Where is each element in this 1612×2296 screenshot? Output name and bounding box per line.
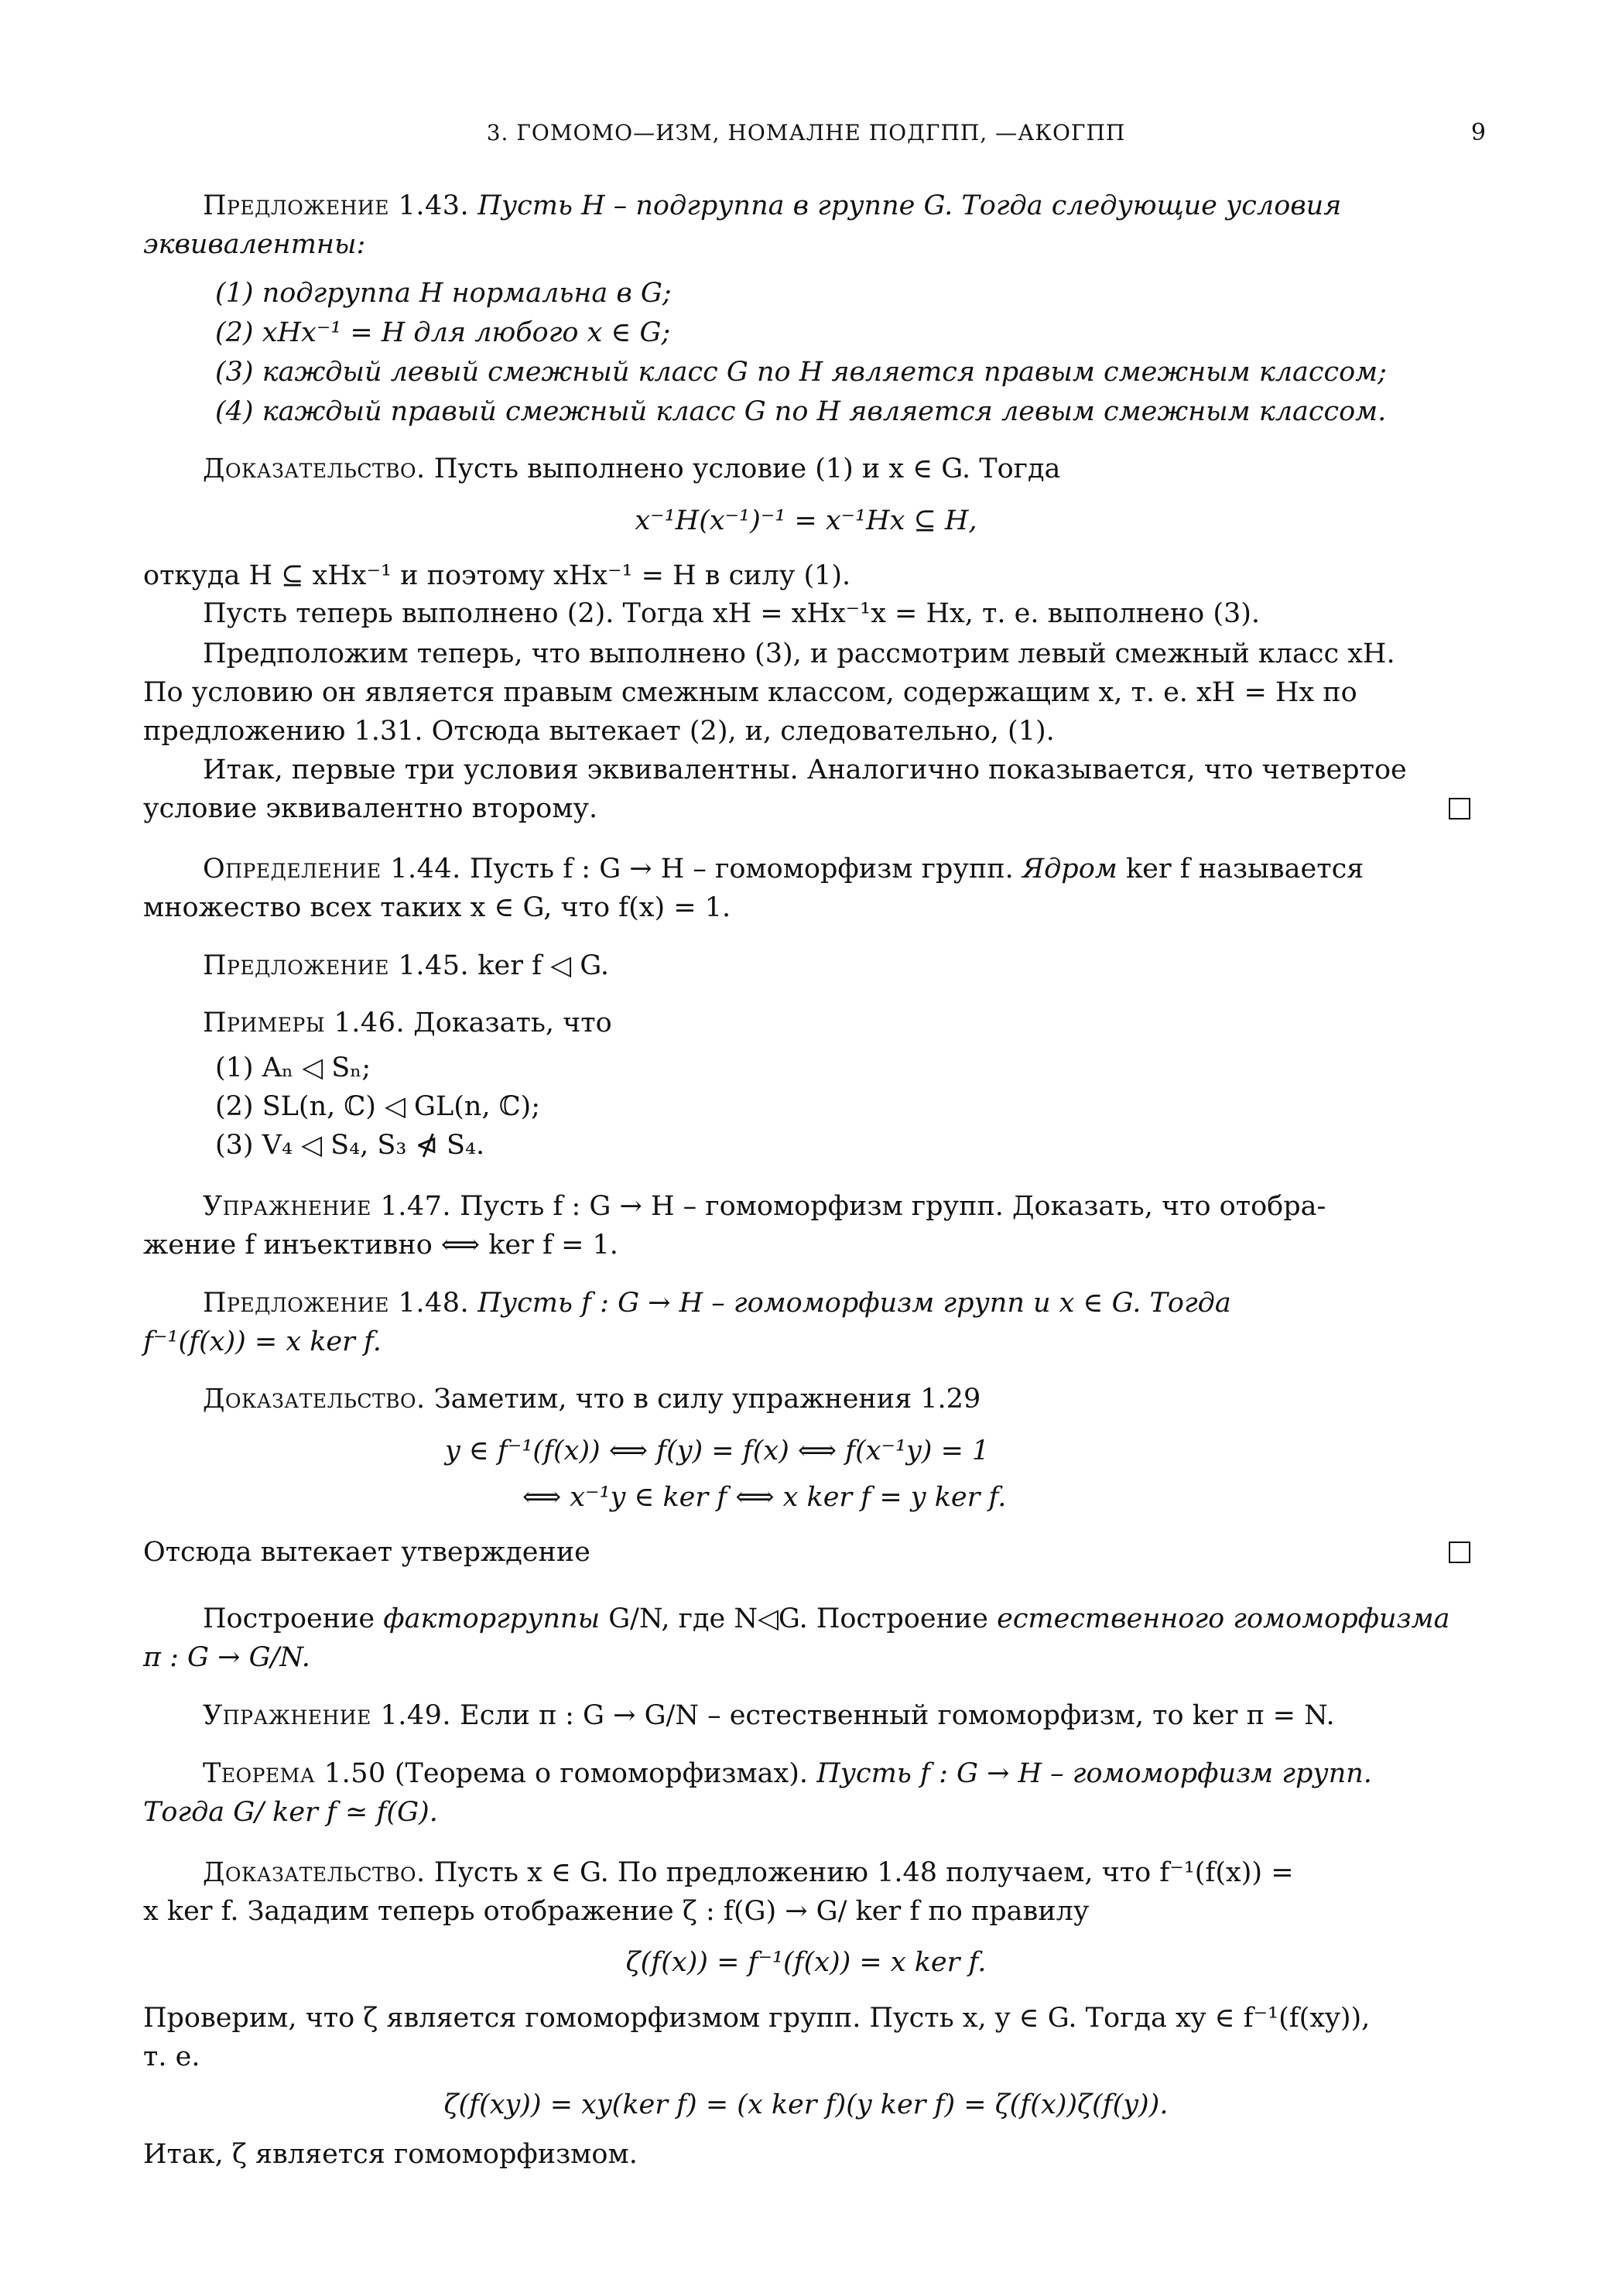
proof-text: Отсюда вытекает утверждение <box>143 1537 590 1568</box>
proof-text: предложению 1.31. Отсюда вытекает (2), и, следовательно, (1). <box>143 716 1055 747</box>
proof-text: По условию он является правым смежным классом, содержащим x, т. е. xH = Hx по <box>143 677 1357 708</box>
proof-label: Доказательство. <box>203 1857 426 1888</box>
list-item: (3) каждый левый смежный класс G по H является правым смежным классом; <box>215 357 1387 388</box>
exercise-text: Если π : G → G/N – естественный гомоморфизм, то ker π = N. <box>460 1700 1335 1731</box>
proposition-1-48 <box>203 1286 1231 1320</box>
proof-1-43 <box>203 452 1060 486</box>
exercise-1-49 <box>203 1699 1335 1733</box>
proof-1-50 <box>203 1856 1294 1890</box>
proof-text: Пусть теперь выполнено (2). Тогда xH = xHx⁻¹x = Hx, т. е. выполнено (3). <box>203 598 1261 629</box>
proof-label: Доказательство. <box>203 453 426 484</box>
proposition-label: Предложение 1.45. <box>203 950 470 981</box>
paragraph-text: π : G → G/N. <box>143 1642 310 1673</box>
statement-text: Пусть f : G → H – гомоморфизм групп. <box>816 1758 1372 1789</box>
defined-term: Ядром <box>1022 854 1117 885</box>
proposition-1-43 <box>203 189 1341 223</box>
display-formula: y ∈ f⁻¹(f(x)) ⟺ f(y) = f(x) ⟺ f(x⁻¹y) = 1 <box>445 1435 990 1466</box>
proof-text: Пусть x ∈ G. По предложению 1.48 получаем, что f⁻¹(f(x)) = <box>433 1857 1294 1888</box>
examples-text: Доказать, что <box>413 1008 612 1039</box>
examples-label: Примеры 1.46. <box>203 1008 406 1039</box>
list-item: (1) подгруппа H нормальна в G; <box>215 278 672 309</box>
defined-term: факторгруппы <box>383 1603 601 1634</box>
statement-text: ker f ◁ G. <box>477 950 610 981</box>
proof-text: Предположим теперь, что выполнено (3), и рассмотрим левый смежный класс xH. <box>203 638 1395 669</box>
display-formula: ⟺ x⁻¹y ∈ ker f ⟺ x ker f = y ker f. <box>522 1482 1007 1513</box>
statement-text: Пусть f : G → H – гомоморфизм групп и x ∈ G. Тогда <box>477 1288 1231 1319</box>
list-item: (3) V₄ ◁ S₄, S₃ ⋪ S₄. <box>215 1130 485 1161</box>
theorem-1-50 <box>203 1757 1372 1791</box>
proposition-label: Предложение 1.43. <box>203 190 470 221</box>
proposition-1-45 <box>203 949 609 983</box>
proof-label: Доказательство. <box>203 1384 426 1415</box>
proof-text: т. е. <box>143 2041 200 2072</box>
theorem-name: (Теорема о гомоморфизмах). <box>394 1758 809 1789</box>
paragraph-text: Построение <box>203 1603 375 1634</box>
qed-symbol <box>1449 798 1470 820</box>
proof-text: Пусть выполнено условие (1) и x ∈ G. Тогда <box>433 453 1061 484</box>
proof-1-48 <box>203 1382 981 1416</box>
page-number: 9 <box>1470 119 1486 146</box>
statement-text: Пусть H – подгруппа в группе G. Тогда следующие условия <box>477 190 1342 221</box>
exercise-label: Упражнение 1.47. <box>203 1191 452 1222</box>
proof-text: Проверим, что ζ является гомоморфизмом групп. Пусть x, y ∈ G. Тогда xy ∈ f⁻¹(f(xy)), <box>143 2003 1371 2034</box>
definition-text: Пусть f : G → H – гомоморфизм групп. <box>469 854 1014 885</box>
exercise-text: Пусть f : G → H – гомоморфизм групп. Доказать, что отобра- <box>460 1191 1326 1222</box>
definition-label: Определение 1.44. <box>203 854 461 885</box>
display-formula: x⁻¹H(x⁻¹)⁻¹ = x⁻¹Hx ⊆ H, <box>635 505 977 536</box>
construction-paragraph <box>203 1602 1450 1636</box>
defined-term: естественного гомоморфизма <box>997 1603 1450 1634</box>
proof-text: откуда H ⊆ xHx⁻¹ и поэтому xHx⁻¹ = H в силу (1). <box>143 560 851 591</box>
list-item: (2) xHx⁻¹ = H для любого x ∈ G; <box>215 317 671 348</box>
display-formula: ζ(f(xy)) = xy(ker f) = (x ker f)(y ker f) = ζ(f(x))ζ(f(y)). <box>443 2089 1169 2120</box>
list-item: (2) SL(n, ℂ) ◁ GL(n, ℂ); <box>215 1091 540 1122</box>
qed-symbol <box>1449 1542 1470 1563</box>
proof-text: условие эквивалентно второму. <box>143 793 598 824</box>
statement-text: Тогда G/ ker f ≃ f(G). <box>143 1797 438 1828</box>
paragraph-text: G/N, где N◁G. Построение <box>608 1603 988 1634</box>
running-title: 3. ГОМОМО—ИЗМ, НОМАЛНЕ ПОДГПП, —АКОГПП <box>486 120 1126 145</box>
display-formula: ζ(f(x)) = f⁻¹(f(x)) = x ker f. <box>625 1947 987 1978</box>
proposition-label: Предложение 1.48. <box>203 1288 470 1319</box>
exercise-1-47 <box>203 1189 1326 1223</box>
statement-text: f⁻¹(f(x)) = x ker f. <box>143 1326 382 1357</box>
theorem-label: Теорема 1.50 <box>203 1758 386 1789</box>
definition-1-44 <box>203 852 1364 886</box>
definition-text: множество всех таких x ∈ G, что f(x) = 1. <box>143 892 731 923</box>
definition-text: ker f называется <box>1125 854 1364 885</box>
list-item: (1) Aₙ ◁ Sₙ; <box>215 1052 371 1083</box>
proof-text: x ker f. Зададим теперь отображение ζ : f(G) → G/ ker f по правилу <box>143 1896 1090 1927</box>
statement-text: эквивалентны: <box>143 229 366 260</box>
proof-text: Итак, ζ является гомоморфизмом. <box>143 2139 638 2170</box>
examples-1-46 <box>203 1006 612 1040</box>
exercise-label: Упражнение 1.49. <box>203 1700 452 1731</box>
proof-text: Итак, первые три условия эквивалентны. Аналогично показывается, что четвертое <box>203 754 1407 785</box>
exercise-text: жение f инъективно ⟺ ker f = 1. <box>143 1230 618 1261</box>
proof-text: Заметим, что в силу упражнения 1.29 <box>433 1384 981 1415</box>
list-item: (4) каждый правый смежный класс G по H является левым смежным классом. <box>215 396 1387 427</box>
